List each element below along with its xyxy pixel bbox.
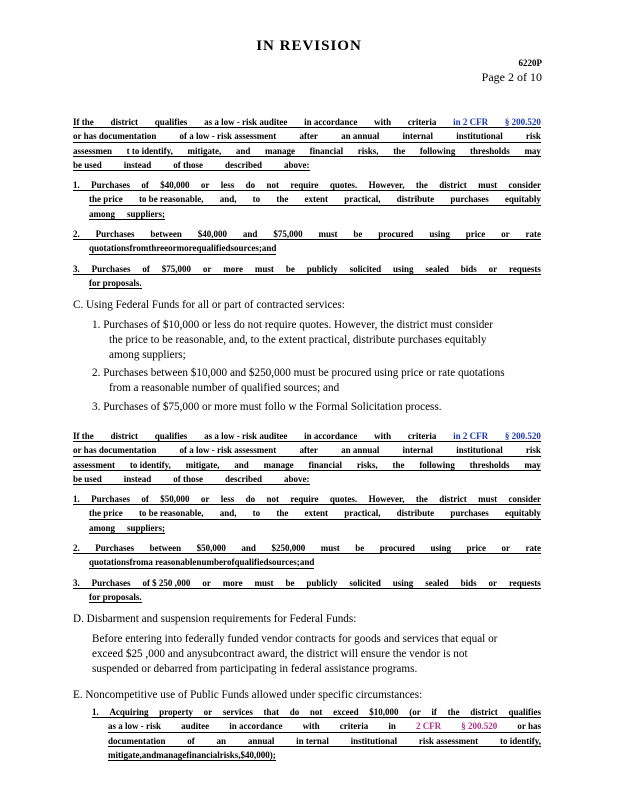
revision-word: be — [285, 263, 295, 274]
revision-word: qualified — [196, 243, 231, 254]
revision-word: must — [254, 263, 274, 274]
revision-word: sources; — [268, 557, 300, 568]
revision-word: mitigate, — [187, 145, 222, 156]
revision-word: with — [374, 117, 392, 127]
revision-word: of $ 250 ,000 — [142, 577, 191, 588]
revision-word: manage — [265, 145, 296, 156]
revision-word: district — [439, 494, 467, 505]
revision-word: as a low - risk auditee — [204, 117, 288, 127]
revision-word: $50,000 — [196, 543, 226, 554]
revision-word: an annual — [341, 445, 380, 456]
revision-word: extent — [304, 194, 329, 205]
revision-word: to be reasonable, — [138, 194, 204, 205]
section-c-item-2-line: from a reasonable number of qualified sources; and — [109, 382, 340, 394]
revision-word: require — [290, 180, 319, 191]
revision-word: assessmen — [73, 145, 113, 156]
revision-word: bids — [460, 577, 477, 588]
revision-word: more — [222, 577, 243, 588]
revision-line — [73, 471, 310, 485]
revision-line — [73, 177, 541, 191]
revision-word: procured — [379, 543, 415, 554]
revision-word: using — [392, 577, 414, 588]
revision-word: using — [429, 229, 450, 240]
revision-word: among — [89, 208, 116, 219]
revision-word: quotations — [89, 557, 130, 568]
revision-word: or — [488, 577, 498, 588]
revision-line — [73, 442, 541, 456]
revision-word: risks, — [356, 459, 378, 470]
revision-word: the — [393, 145, 406, 156]
revision-word: publicly — [306, 263, 338, 274]
revision-word: rate — [525, 229, 541, 240]
revision-word: quotes. — [329, 494, 358, 505]
revision-word: institutional — [456, 445, 503, 456]
revision-word: or — [200, 494, 210, 505]
revision-word: $40,000 — [197, 229, 228, 240]
revision-word: extent — [304, 508, 329, 519]
revision-word: § 200.520 — [461, 721, 498, 732]
section-c-item-1 — [92, 318, 538, 363]
revision-word: that — [263, 707, 280, 717]
revision-word: using — [430, 543, 451, 554]
revision-word: thresholds — [469, 459, 510, 470]
revision-word: or — [168, 243, 177, 254]
rev2-item-3 — [73, 575, 541, 604]
revision-word: Purchases — [91, 494, 130, 505]
revision-word: § 200.520 — [504, 117, 541, 127]
revision-word: may — [524, 459, 541, 470]
revision-word: or — [202, 263, 212, 274]
revision-word: more — [223, 263, 244, 274]
revision-word: must — [320, 543, 340, 554]
revision-word: from — [129, 243, 149, 254]
rev2-item-2 — [73, 540, 541, 569]
revision-word: after — [299, 445, 318, 456]
revision-word: or has — [517, 721, 541, 732]
revision-word: the price — [89, 508, 123, 519]
revision-word: manage — [263, 459, 294, 470]
revision-word: 2. — [73, 229, 80, 240]
revision-word: sealed — [425, 263, 449, 274]
section-d-body — [92, 632, 538, 677]
revision-word: must — [318, 229, 338, 240]
revision-word: above: — [284, 473, 310, 484]
revision-word: t to identify, — [126, 145, 173, 156]
revision-word: or — [203, 707, 213, 717]
revision-word: less — [220, 180, 235, 191]
revision-word: to identify, — [499, 735, 541, 746]
revision-word: assessment — [73, 459, 115, 470]
revision-word: requests — [508, 577, 541, 588]
revision-word: and — [261, 243, 277, 254]
revision-word: instead — [123, 473, 152, 484]
revision-word: for proposals. — [89, 277, 142, 288]
revision-word: three — [148, 243, 169, 254]
revision-word: in accordance — [229, 721, 283, 732]
revision-word: the — [415, 180, 428, 191]
revision-word: with — [374, 431, 392, 441]
revision-word: However, — [368, 494, 405, 505]
revision-word: the — [415, 494, 428, 505]
revision-word: in accordance — [304, 431, 358, 441]
revision-word: of those — [173, 159, 204, 170]
revision-line — [73, 143, 541, 157]
section-c-item-1-line: the price to be reasonable, and, to the extent practical, distribute purchases equitably — [109, 334, 487, 346]
section-c-item-2 — [92, 366, 538, 396]
revision-word: qualifies — [154, 117, 188, 127]
revision-word: property — [159, 707, 193, 717]
revision-word: risk — [525, 131, 541, 142]
revision-line — [89, 505, 541, 519]
page-title: IN REVISION — [256, 38, 362, 54]
revision-block-2 — [73, 428, 541, 603]
revision-word: practical, — [344, 194, 381, 205]
revision-line — [73, 575, 541, 589]
revision-line — [89, 191, 541, 205]
revision-word: Purchases — [95, 543, 135, 554]
revision-word: the — [447, 707, 460, 717]
revision-word: $40,000); — [240, 749, 276, 760]
revision-line — [89, 554, 314, 568]
revision-line — [108, 718, 541, 732]
revision-word: of — [187, 735, 195, 746]
revision-word: and — [234, 459, 249, 470]
revision-word: 1. — [73, 494, 80, 505]
revision-line — [89, 275, 142, 289]
revision-word: thresholds — [469, 145, 510, 156]
revision-word: in ternal — [296, 735, 329, 746]
revision-word: 3. — [73, 263, 80, 274]
revision-word: be — [353, 229, 363, 240]
revision-word: in — [388, 721, 396, 732]
rev3-item-1 — [92, 704, 541, 761]
revision-word: purchases — [450, 508, 489, 519]
revision-word: equitably — [504, 508, 541, 519]
revision-word: after — [299, 131, 318, 142]
revision-word: procured — [378, 229, 414, 240]
revision-word: financial — [308, 459, 343, 470]
revision-word: to be reasonable, — [138, 508, 204, 519]
revision-word: risk assessment — [418, 735, 479, 746]
revision-word: must — [254, 577, 274, 588]
revision-word: and — [235, 145, 251, 156]
revision-word: from — [129, 557, 149, 568]
revision-word: instead — [123, 159, 152, 170]
revision-word: manage — [156, 749, 187, 760]
revision-word: in 2 CFR — [453, 431, 489, 441]
revision-word: criteria — [407, 117, 437, 127]
section-d-line: exceed $25 ,000 and anysubcontract award, the district will ensure the vendor is not — [92, 648, 468, 660]
policy-code: 6220P — [518, 58, 542, 68]
revision-word: mitigate, — [185, 459, 220, 470]
revision-word: If the — [73, 117, 94, 127]
revision-line — [73, 114, 541, 128]
revision-word: solicited — [349, 577, 381, 588]
revision-word: do — [289, 707, 300, 717]
revision-word: not — [266, 494, 279, 505]
revision-word: publicly — [306, 577, 338, 588]
revision-word: $50,000 — [160, 494, 190, 505]
revision-word: quotations — [89, 243, 130, 254]
rev1-intro — [73, 114, 541, 171]
revision-word: of — [142, 263, 150, 274]
revision-word: and, — [219, 194, 237, 205]
revision-word: and — [299, 557, 315, 568]
revision-word: between — [150, 229, 182, 240]
rev2-intro — [73, 428, 541, 485]
revision-word: $10,000 — [369, 707, 399, 717]
revision-word: price — [466, 543, 486, 554]
revision-line — [89, 206, 165, 220]
revision-word: district — [439, 180, 467, 191]
section-c-item-2-line: 2. Purchases between $10,000 and $250,000 must be procured using price or rate quotations — [92, 367, 505, 379]
revision-word: or — [488, 263, 498, 274]
revision-word: of — [141, 180, 149, 191]
revision-word: between — [149, 543, 182, 554]
revision-word: for proposals. — [89, 591, 142, 602]
revision-word: risk — [525, 445, 541, 456]
revision-word: following — [419, 459, 455, 470]
revision-word: auditee — [181, 721, 210, 732]
revision-word: be — [285, 577, 295, 588]
section-c-item-1-line: among suppliers; — [109, 349, 186, 361]
revision-word: an annual — [341, 131, 380, 142]
revision-line — [73, 540, 541, 554]
revision-word: as a low - risk — [108, 721, 162, 732]
revision-word: district — [110, 431, 139, 441]
revision-word: sealed — [425, 577, 449, 588]
revision-word: qualifies — [508, 707, 541, 717]
revision-line — [73, 128, 541, 142]
revision-word: risks, — [357, 145, 379, 156]
rev2-item-1 — [73, 491, 541, 534]
revision-word: Purchases — [91, 263, 131, 274]
revision-word: exceed — [333, 707, 359, 717]
revision-line — [73, 226, 541, 240]
rev1-item-1 — [73, 177, 541, 220]
revision-word: require — [290, 494, 319, 505]
revision-word: with — [302, 721, 320, 732]
revision-word: not — [309, 707, 323, 717]
rev1-item-3 — [73, 261, 541, 290]
revision-word: consider — [508, 180, 541, 191]
revision-word: consider — [508, 494, 541, 505]
section-d-line: suspended or debarred from participating in federal assistance programs. — [92, 663, 418, 675]
revision-word: among — [89, 522, 116, 533]
revision-word: district — [470, 707, 498, 717]
revision-word: of a low - risk assessment — [179, 131, 277, 142]
revision-word: be — [355, 543, 365, 554]
revision-word: using — [392, 263, 414, 274]
section-e-heading: E. Noncompetitive use of Public Funds allowed under specific circumstances: — [73, 689, 423, 701]
revision-word: annual — [247, 735, 275, 746]
revision-word: $75,000 — [161, 263, 191, 274]
revision-word: practical, — [344, 508, 381, 519]
revision-word: and — [241, 543, 256, 554]
section-c-heading: C. Using Federal Funds for all or part of contracted services: — [73, 299, 345, 311]
revision-word: number — [196, 557, 227, 568]
revision-word: services — [222, 707, 253, 717]
revision-word: financial — [309, 145, 344, 156]
revision-word: quotes. — [329, 180, 358, 191]
revision-word: Acquiring — [109, 707, 149, 717]
revision-word: or — [501, 229, 510, 240]
revision-line — [73, 428, 541, 442]
revision-word: distribute — [396, 194, 435, 205]
revision-word: or — [200, 180, 210, 191]
revision-word: the — [276, 194, 289, 205]
revision-line — [108, 733, 541, 747]
revision-word: bids — [460, 263, 477, 274]
section-d-line: Before entering into federally funded vendor contracts for goods and services that equal or — [92, 633, 498, 645]
revision-word: be used — [73, 159, 102, 170]
revision-word: Purchases — [91, 577, 131, 588]
revision-word: of those — [173, 473, 204, 484]
revision-word: described — [225, 473, 263, 484]
revision-word: not — [266, 180, 279, 191]
revision-line — [108, 747, 276, 761]
revision-word: rate — [525, 543, 541, 554]
revision-word: sources; — [230, 243, 262, 254]
revision-line — [73, 261, 541, 275]
revision-line — [73, 457, 541, 471]
revision-word: be used — [73, 473, 102, 484]
revision-word: $40,000 — [160, 180, 190, 191]
revision-word: if — [431, 707, 437, 717]
revision-word: $250,000 — [271, 543, 306, 554]
revision-line — [89, 240, 276, 254]
revision-word: (or — [409, 707, 421, 717]
revision-word: If the — [73, 431, 94, 441]
revision-word: an — [216, 735, 227, 746]
revision-word: and — [242, 229, 258, 240]
revision-word: to identify, — [129, 459, 171, 470]
revision-word: in 2 CFR — [453, 117, 489, 127]
revision-word: $75,000 — [273, 229, 303, 240]
revision-line — [73, 491, 541, 505]
revision-word: Purchases — [91, 180, 130, 191]
revision-word: may — [524, 145, 541, 156]
revision-word: 1. — [92, 707, 99, 717]
revision-word: more — [176, 243, 197, 254]
revision-word: mitigate, — [108, 749, 142, 760]
revision-word: purchases — [450, 194, 489, 205]
revision-word: the — [276, 508, 289, 519]
revision-word: or — [202, 577, 211, 588]
revision-word: district — [110, 117, 139, 127]
revision-word: to — [252, 194, 261, 205]
revision-word: above: — [284, 159, 310, 170]
revision-word: price — [465, 229, 486, 240]
rev1-item-2 — [73, 226, 541, 255]
revision-word: as a low - risk auditee — [204, 431, 288, 441]
revision-word: qualifies — [154, 431, 188, 441]
revision-word: of — [226, 557, 235, 568]
revision-word: risks, — [219, 749, 241, 760]
revision-word: 2 CFR — [415, 721, 442, 732]
revision-word: of a low - risk assessment — [179, 445, 277, 456]
revision-word: less — [220, 494, 235, 505]
revision-word: Purchases — [95, 229, 135, 240]
section-c-item-3: 3. Purchases of $75,000 or more must follo w the Formal Solicitation process. — [92, 401, 442, 413]
revision-word: However, — [368, 180, 405, 191]
revision-word: and, — [219, 508, 237, 519]
revision-line — [89, 520, 165, 534]
revision-word: financial — [186, 749, 220, 760]
revision-word: do — [245, 494, 256, 505]
revision-word: do — [245, 180, 256, 191]
revision-line — [92, 704, 541, 718]
revision-word: described — [225, 159, 263, 170]
revision-word: institutional — [456, 131, 503, 142]
revision-word: suppliers; — [127, 208, 166, 219]
revision-word: 2. — [73, 543, 80, 554]
revision-word: of — [141, 494, 149, 505]
revision-word: distribute — [396, 508, 435, 519]
revision-word: § 200.520 — [504, 431, 541, 441]
revision-word: requests — [508, 263, 541, 274]
revision-word: qualified — [234, 557, 269, 568]
revision-word: the — [392, 459, 405, 470]
revision-word: must — [478, 494, 498, 505]
revision-line — [89, 589, 142, 603]
section-d-heading: D. Disbarment and suspension requirements for Federal Funds: — [73, 613, 357, 625]
revision-word: following — [419, 145, 456, 156]
revision-word: criteria — [339, 721, 369, 732]
revision-word: solicited — [349, 263, 382, 274]
revision-word: suppliers; — [127, 522, 166, 533]
revision-word: or has documentation — [73, 445, 157, 456]
revision-word: equitably — [504, 194, 541, 205]
revision-word: institutional — [350, 735, 398, 746]
revision-block-1 — [73, 114, 541, 289]
section-c-item-1-line: 1. Purchases of $10,000 or less do not require quotes. However, the district must consider — [92, 319, 493, 331]
revision-word: must — [478, 180, 498, 191]
page-number: Page 2 of 10 — [481, 70, 542, 84]
revision-word: internal — [402, 131, 434, 142]
revision-word: in accordance — [304, 117, 358, 127]
revision-word: 3. — [73, 577, 80, 588]
revision-word: or has documentation — [73, 131, 157, 142]
revision-word: criteria — [407, 431, 437, 441]
revision-word: documentation — [108, 735, 166, 746]
revision-block-3 — [92, 704, 541, 761]
revision-word: and — [141, 749, 157, 760]
revision-line — [73, 157, 310, 171]
revision-word: 1. — [73, 180, 80, 191]
revision-word: the price — [89, 194, 123, 205]
revision-word: internal — [402, 445, 434, 456]
revision-word: to — [252, 508, 261, 519]
revision-word: a reasonable — [148, 557, 197, 568]
revision-word: or — [501, 543, 510, 554]
